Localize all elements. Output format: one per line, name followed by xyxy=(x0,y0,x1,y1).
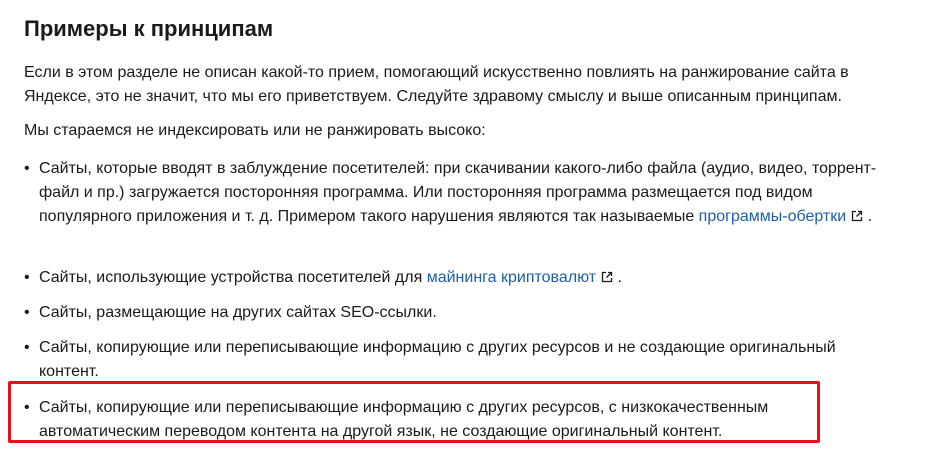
wrapper-programs-link[interactable] xyxy=(699,208,864,225)
intro-paragraph: Если в этом разделе не описан какой-то прием, помогающий искусственно повлиять на ранжирование сайта в Яндексе, это не значит, что мы его приветствуем. Следуйте здравому смыслу и выше описанным принципам. xyxy=(24,64,849,105)
crypto-mining-link[interactable] xyxy=(427,269,613,286)
list-item-text xyxy=(39,266,884,291)
list-item xyxy=(24,157,884,230)
bullet: • xyxy=(24,160,30,177)
list-item xyxy=(24,301,884,325)
external-link-icon xyxy=(851,206,863,230)
lead-paragraph: Мы стараемся не индексировать или не ранжировать высоко: xyxy=(24,122,486,139)
list-item-text-after: . xyxy=(617,269,622,286)
bullet: • xyxy=(24,399,30,416)
external-link-icon xyxy=(601,267,613,291)
list-item-text: Сайты, размещающие на других сайтах SEO-ссылки. xyxy=(39,304,437,321)
list-item xyxy=(24,336,884,384)
list-item-text-after: . xyxy=(867,208,873,225)
list-item-text xyxy=(39,157,884,230)
highlight-frame xyxy=(8,381,820,443)
bullet: • xyxy=(24,269,30,286)
list-item-text-before: Сайты, которые вводят в заблуждение посетителей: при скачивании какого-либо файла (аудио, видео, торрент-файл и пр.) загружается посторонняя программа. Или посторонняя программа размещается под видом популярного приложения и т. д. Примером такого нарушения являются так называемые xyxy=(39,160,877,225)
bullet: • xyxy=(24,304,30,321)
list-item-text: Сайты, копирующие или переписывающие информацию с других ресурсов и не создающие оригинальный контент. xyxy=(39,339,836,380)
list-item-text: Сайты, копирующие или переписывающие информацию с других ресурсов, с низкокачественным автоматическим переводом контента на другой язык, не создающие оригинальный контент. xyxy=(39,399,769,440)
wrapper-programs-link-label: программы-обертки xyxy=(698,208,847,225)
page-title: Примеры к принципам xyxy=(24,16,274,41)
bullet: • xyxy=(24,339,30,356)
list-item xyxy=(24,266,884,291)
list-item-text-before: Сайты, использующие устройства посетителей для xyxy=(39,269,427,286)
crypto-mining-link-label: майнинга криптовалют xyxy=(426,269,597,286)
